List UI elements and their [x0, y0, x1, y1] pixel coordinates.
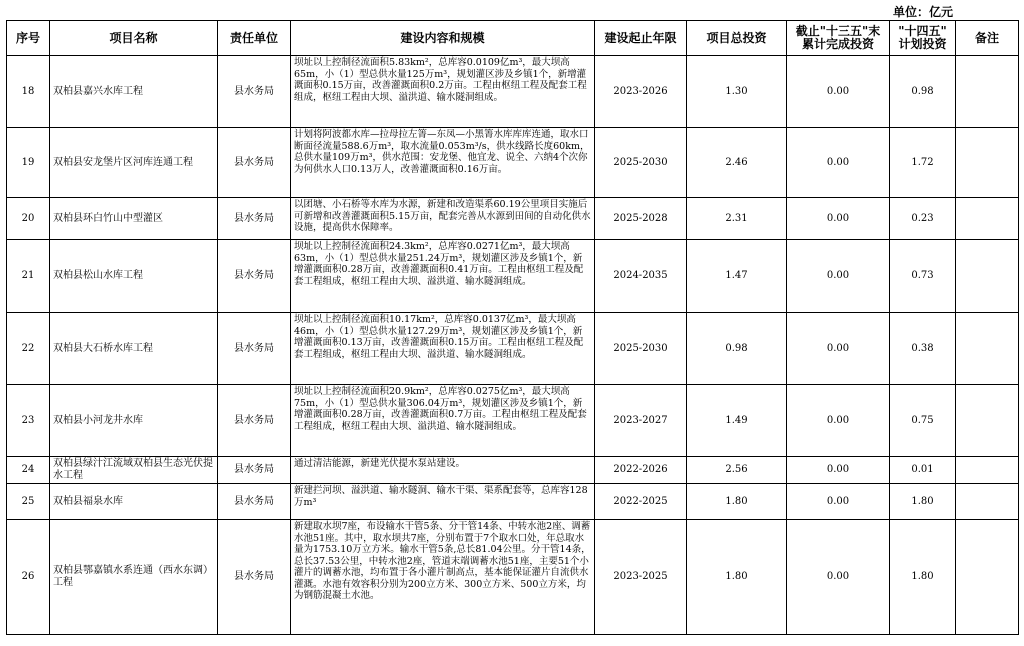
cell-content: 以团塘、小石桥等水库为水源，新建和改造渠系60.19公里项目实施后可新增和改善灌溉面积5.15万亩，配套完善从水源到田间的自动化供水设施，提高供水保障率。	[291, 198, 595, 240]
cell-period: 2022-2025	[595, 484, 687, 520]
cell-unit: 县水务局	[218, 385, 291, 457]
cell-done: 0.00	[787, 484, 890, 520]
table-row	[7, 313, 1019, 385]
table-row	[7, 56, 1019, 128]
cell-total: 1.30	[687, 56, 787, 128]
cell-note	[956, 313, 1019, 385]
cell-period: 2025-2028	[595, 198, 687, 240]
header-name: 项目名称	[50, 21, 218, 56]
cell-total: 1.47	[687, 240, 787, 313]
table-row	[7, 457, 1019, 484]
cell-seq: 23	[7, 385, 50, 457]
cell-name: 双柏县绿汁江流域双柏县生态光伏提水工程	[50, 457, 218, 484]
cell-done: 0.00	[787, 128, 890, 198]
cell-period: 2023-2025	[595, 520, 687, 635]
cell-plan: 1.80	[890, 520, 956, 635]
cell-done: 0.00	[787, 240, 890, 313]
cell-done: 0.00	[787, 198, 890, 240]
cell-unit: 县水务局	[218, 198, 291, 240]
cell-plan: 0.01	[890, 457, 956, 484]
cell-done: 0.00	[787, 457, 890, 484]
cell-content: 坝址以上控制径流面积24.3km²，总库容0.0271亿m³，最大坝高63m，小（1）型总供水量251.24万m³，规划灌区涉及乡镇1个，新增灌溉面积0.28万亩，改善灌溉面积0.41万亩。工程由枢纽工程及配套工程组成，枢纽工程由大坝、溢洪道、输水隧洞组成。	[291, 240, 595, 313]
header-plan-line2: 计划投资	[898, 37, 947, 51]
cell-unit: 县水务局	[218, 457, 291, 484]
cell-seq: 19	[7, 128, 50, 198]
cell-note	[956, 520, 1019, 635]
cell-seq: 20	[7, 198, 50, 240]
cell-total: 2.31	[687, 198, 787, 240]
cell-unit: 县水务局	[218, 520, 291, 635]
cell-plan: 0.38	[890, 313, 956, 385]
cell-period: 2023-2026	[595, 56, 687, 128]
header-done	[787, 21, 890, 56]
cell-total: 0.98	[687, 313, 787, 385]
cell-done: 0.00	[787, 313, 890, 385]
header-done-line1: 截止"十三五"末	[795, 24, 881, 38]
cell-note	[956, 56, 1019, 128]
unit-label: 单位：亿元	[893, 5, 954, 19]
cell-period: 2025-2030	[595, 313, 687, 385]
cell-name: 双柏县环白竹山中型灌区	[50, 198, 218, 240]
cell-content: 通过清洁能源，新建光伏提水泵站建设。	[291, 457, 595, 484]
cell-total: 1.80	[687, 484, 787, 520]
cell-seq: 24	[7, 457, 50, 484]
header-period: 建设起止年限	[595, 21, 687, 56]
cell-unit: 县水务局	[218, 128, 291, 198]
cell-note	[956, 128, 1019, 198]
cell-content: 坝址以上控制径流面积10.17km²，总库容0.0137亿m³，最大坝高46m，小（1）型总供水量127.29万m³，规划灌区涉及乡镇1个，新增灌溉面积0.13万亩，改善灌溉面积0.15万亩。工程由枢纽工程及配套工程组成，枢纽工程由大坝、溢洪道、输水隧洞组成。	[291, 313, 595, 385]
cell-name: 双柏县安龙堡片区河库连通工程	[50, 128, 218, 198]
cell-content: 新建拦河坝、溢洪道、输水隧洞、输水干渠、渠系配套等，总库容128万m³	[291, 484, 595, 520]
cell-unit: 县水务局	[218, 313, 291, 385]
cell-name: 双柏县嘉兴水库工程	[50, 56, 218, 128]
table-row	[7, 198, 1019, 240]
cell-seq: 22	[7, 313, 50, 385]
cell-plan: 0.98	[890, 56, 956, 128]
header-total: 项目总投资	[687, 21, 787, 56]
cell-total: 1.49	[687, 385, 787, 457]
cell-name: 双柏县小河龙井水库	[50, 385, 218, 457]
cell-note	[956, 484, 1019, 520]
cell-content: 坝址以上控制径流面积5.83km²，总库容0.0109亿m³，最大坝高65m，小（1）型总供水量125万m³，规划灌区涉及乡镇1个，新增灌溉面积0.15万亩，改善灌溉面积0.2万亩。工程由枢纽工程及配套工程组成，枢纽工程由大坝、溢洪道、输水隧洞组成。	[291, 56, 595, 128]
cell-note	[956, 198, 1019, 240]
cell-note	[956, 385, 1019, 457]
cell-period: 2023-2027	[595, 385, 687, 457]
table-row	[7, 128, 1019, 198]
table-row	[7, 385, 1019, 457]
header-unit: 责任单位	[218, 21, 291, 56]
cell-plan: 1.72	[890, 128, 956, 198]
cell-unit: 县水务局	[218, 240, 291, 313]
cell-content: 坝址以上控制径流面积20.9km²，总库容0.0275亿m³，最大坝高75m，小（1）型总供水量306.04万m³，规划灌区涉及乡镇1个，新增灌溉面积0.28万亩，改善灌溉面积0.7万亩。工程由枢纽工程及配套工程组成，枢纽工程由大坝、溢洪道、输水隧洞组成。	[291, 385, 595, 457]
header-seq: 序号	[7, 21, 50, 56]
cell-plan: 0.75	[890, 385, 956, 457]
cell-period: 2024-2035	[595, 240, 687, 313]
header-plan-line1: "十四五"	[898, 24, 947, 38]
header-done-line2: 累计完成投资	[801, 37, 874, 51]
cell-seq: 21	[7, 240, 50, 313]
cell-total: 2.56	[687, 457, 787, 484]
cell-done: 0.00	[787, 520, 890, 635]
cell-name: 双柏县福泉水库	[50, 484, 218, 520]
table-row	[7, 520, 1019, 635]
cell-note	[956, 240, 1019, 313]
cell-name: 双柏县鄂嘉镇水系连通（西水东调）工程	[50, 520, 218, 635]
table-row	[7, 484, 1019, 520]
cell-period: 2022-2026	[595, 457, 687, 484]
cell-plan: 0.23	[890, 198, 956, 240]
cell-done: 0.00	[787, 385, 890, 457]
cell-content: 计划将阿波都水库—拉母拉左箐—东凤—小黑箐水库库库连通，取水口断面径流量588.6万m³，取水流量0.053m³/s，供水线路长度60km，总供水量109万m³，供水范围：安龙堡、他宜龙、说全、六纳4个次你为何供水人口0.13万人，改善灌溉面积0.16万亩。	[291, 128, 595, 198]
header-note: 备注	[956, 21, 1019, 56]
cell-period: 2025-2030	[595, 128, 687, 198]
project-table	[6, 20, 1019, 635]
cell-unit: 县水务局	[218, 484, 291, 520]
cell-seq: 18	[7, 56, 50, 128]
cell-plan: 1.80	[890, 484, 956, 520]
cell-seq: 26	[7, 520, 50, 635]
cell-content: 新建取水坝7座，布设输水干管5条、分干管14条、中转水池2座、调蓄水池51座。其中，取水坝共7座，分别布置于7个取水口处，年总取水量为1753.10万立方米。输水干管5条,总长81.04公里。分干管14条，总长37.53公里，中转水池2座，管道末端调蓄水池51座，主要51个小灌片的调蓄水池，均布置于各小灌片制高点，基本能保证灌片自流供水灌溉。水池有效容积分别为200立方米、300立方米、500立方米，均为钢筋混凝土水池。	[291, 520, 595, 635]
header-content: 建设内容和规模	[291, 21, 595, 56]
cell-total: 2.46	[687, 128, 787, 198]
cell-name: 双柏县大石桥水库工程	[50, 313, 218, 385]
header-plan	[890, 21, 956, 56]
table-row	[7, 240, 1019, 313]
cell-unit: 县水务局	[218, 56, 291, 128]
cell-note	[956, 457, 1019, 484]
header-row	[7, 21, 1019, 56]
cell-seq: 25	[7, 484, 50, 520]
cell-total: 1.80	[687, 520, 787, 635]
cell-done: 0.00	[787, 56, 890, 128]
cell-plan: 0.73	[890, 240, 956, 313]
cell-name: 双柏县松山水库工程	[50, 240, 218, 313]
